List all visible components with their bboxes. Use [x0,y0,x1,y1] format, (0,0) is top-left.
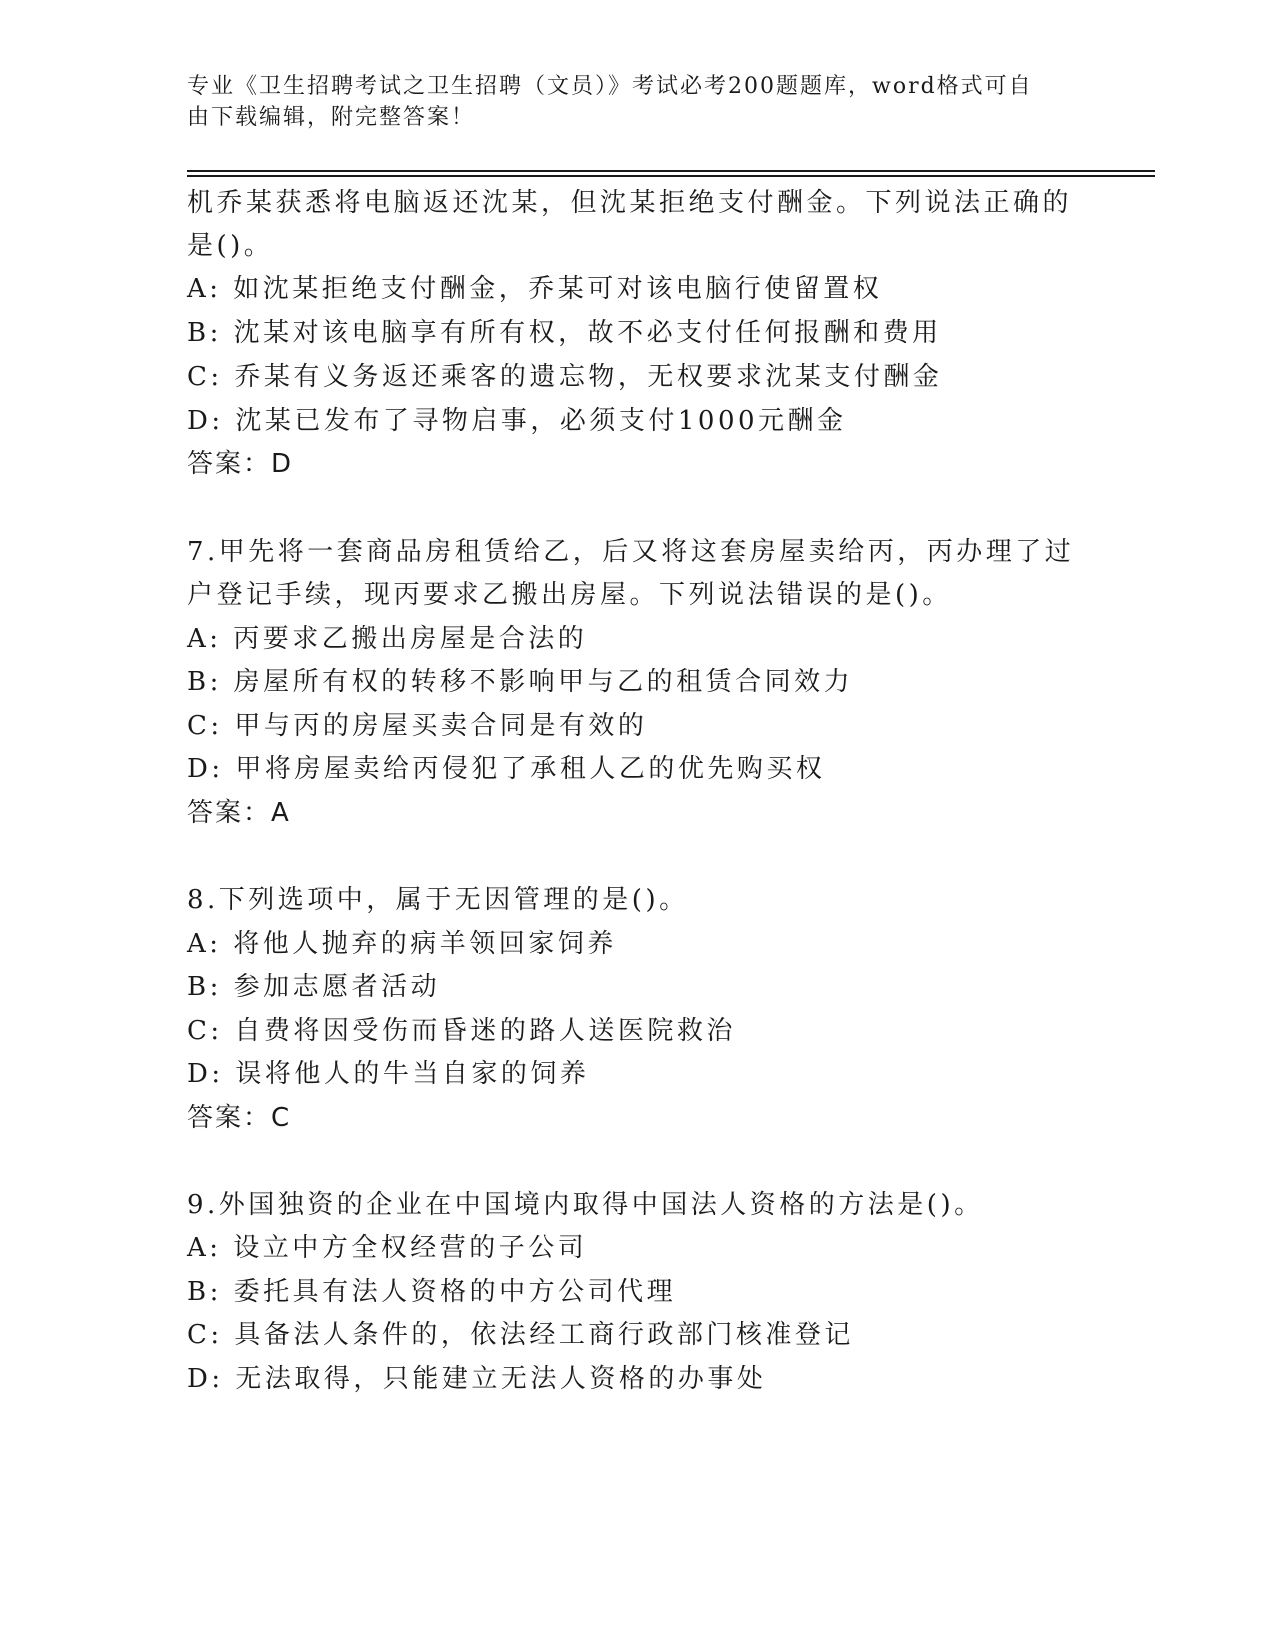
option-a: A: 丙要求乙搬出房屋是合法的 [187,624,588,654]
question-stem-line: 9.外国独资的企业在中国境内取得中国法人资格的方法是()。 [187,1190,984,1220]
option-d: D: 沈某已发布了寻物启事，必须支付1000元酬金 [187,406,847,436]
answer-label: 答案：C [187,1103,292,1133]
header-rule-bottom [187,175,1155,177]
option-b: B: 沈某对该电脑享有所有权，故不必支付任何报酬和费用 [187,318,942,348]
option-c: C: 自费将因受伤而昏迷的路人送医院救治 [187,1016,736,1046]
header-line-1: 专业《卫生招聘考试之卫生招聘（文员）》考试必考200题题库，word格式可自 [187,74,1033,99]
option-b: B: 房屋所有权的转移不影响甲与乙的租赁合同效力 [187,667,854,697]
answer-label: 答案：D [187,449,294,479]
option-a: A: 如沈某拒绝支付酬金，乔某可对该电脑行使留置权 [187,274,883,304]
question-stem-line: 8.下列选项中，属于无因管理的是()。 [187,885,689,915]
option-d: D: 无法取得，只能建立无法人资格的办事处 [187,1364,767,1394]
option-a: A: 设立中方全权经营的子公司 [187,1233,588,1263]
question-stem-line: 户登记手续，现丙要求乙搬出房屋。下列说法错误的是()。 [187,580,952,610]
question-stem-line: 7.甲先将一套商品房租赁给乙，后又将这套房屋卖给丙，丙办理了过 [187,537,1075,567]
header-line-2: 由下载编辑，附完整答案！ [187,105,476,130]
question-stem-line: 是()。 [187,231,274,261]
header-rule-top [187,170,1155,172]
option-a: A: 将他人抛弃的病羊领回家饲养 [187,929,617,959]
option-c: C: 具备法人条件的，依法经工商行政部门核准登记 [187,1320,854,1350]
option-c: C: 乔某有义务返还乘客的遗忘物，无权要求沈某支付酬金 [187,362,943,392]
option-b: B: 参加志愿者活动 [187,972,441,1002]
option-c: C: 甲与丙的房屋买卖合同是有效的 [187,711,648,741]
answer-label: 答案：A [187,798,291,828]
option-d: D: 误将他人的牛当自家的饲养 [187,1059,590,1089]
option-b: B: 委托具有法人资格的中方公司代理 [187,1277,677,1307]
question-stem-line: 机乔某获悉将电脑返还沈某，但沈某拒绝支付酬金。下列说法正确的 [187,188,1073,218]
option-d: D: 甲将房屋卖给丙侵犯了承租人乙的优先购买权 [187,754,826,784]
